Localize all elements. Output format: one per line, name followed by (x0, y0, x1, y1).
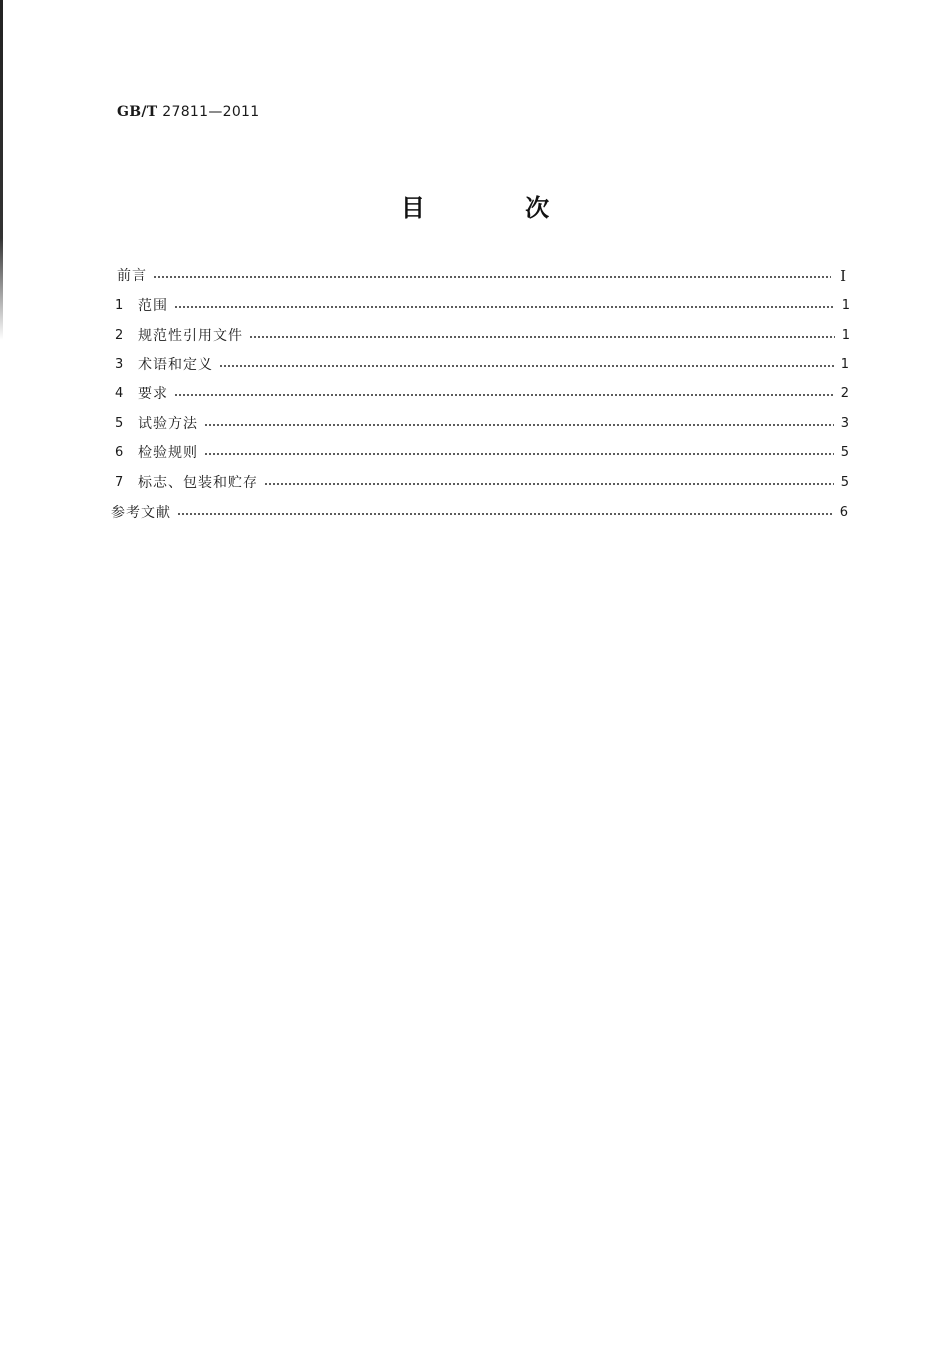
standard-code-prefix: GB/T (117, 104, 158, 120)
toc-leader-dots (249, 334, 835, 340)
toc-entry-label: 范围 (138, 298, 168, 314)
toc-title: 目 次 (400, 194, 596, 222)
toc-leader-dots (204, 451, 834, 457)
standard-code-number: 27811—2011 (162, 104, 260, 120)
toc-entry-label: 标志、包装和贮存 (138, 475, 258, 491)
toc-entry-label: 检验规则 (138, 445, 198, 461)
toc-entry-test-methods[interactable] (115, 414, 849, 434)
standard-code (117, 104, 259, 120)
toc-entry-label: 规范性引用文件 (138, 328, 243, 344)
toc-entry-number: 7 (115, 475, 124, 490)
toc-entry-page: 1 (840, 357, 849, 372)
toc-leader-dots (153, 274, 831, 280)
toc-entry-number: 1 (115, 298, 124, 313)
toc-entry-number: 2 (115, 328, 124, 343)
toc-entry-page: Ⅰ (840, 267, 846, 285)
toc-leader-dots (174, 392, 834, 398)
toc-entry-page: 2 (840, 386, 849, 401)
toc-entry-inspection-rules[interactable] (115, 443, 849, 463)
toc-entry-terms-definitions[interactable] (115, 355, 849, 375)
scan-edge-mark (0, 0, 3, 340)
toc-leader-dots (264, 481, 834, 487)
toc-entry-scope[interactable] (115, 296, 850, 316)
toc-entry-number: 3 (115, 357, 124, 372)
toc-entry-page: 1 (841, 298, 850, 313)
toc-entry-label: 试验方法 (138, 416, 198, 432)
toc-entry-marking-packaging-storage[interactable] (115, 473, 849, 493)
toc-entry-page: 5 (840, 445, 849, 460)
toc-entry-page: 6 (839, 505, 848, 520)
toc-leader-dots (177, 511, 833, 517)
toc-entry-number: 6 (115, 445, 124, 460)
toc-entry-page: 5 (840, 475, 849, 490)
toc-entry-number: 4 (115, 386, 124, 401)
toc-entry-label: 要求 (138, 386, 168, 402)
toc-leader-dots (204, 422, 834, 428)
toc-entry-label: 参考文献 (111, 505, 171, 521)
toc-leader-dots (219, 363, 834, 369)
toc-entry-bibliography[interactable] (111, 503, 848, 523)
toc-entry-normative-references[interactable] (115, 326, 850, 346)
toc-entry-number: 5 (115, 416, 124, 431)
toc-entry-page: 1 (841, 328, 850, 343)
toc-entry-label: 术语和定义 (138, 357, 213, 373)
toc-entry-requirements[interactable] (115, 384, 849, 404)
toc-entry-label: 前言 (117, 268, 147, 284)
toc-entry-page: 3 (840, 416, 849, 431)
toc-leader-dots (174, 304, 835, 310)
toc-entry-foreword[interactable] (117, 266, 846, 286)
